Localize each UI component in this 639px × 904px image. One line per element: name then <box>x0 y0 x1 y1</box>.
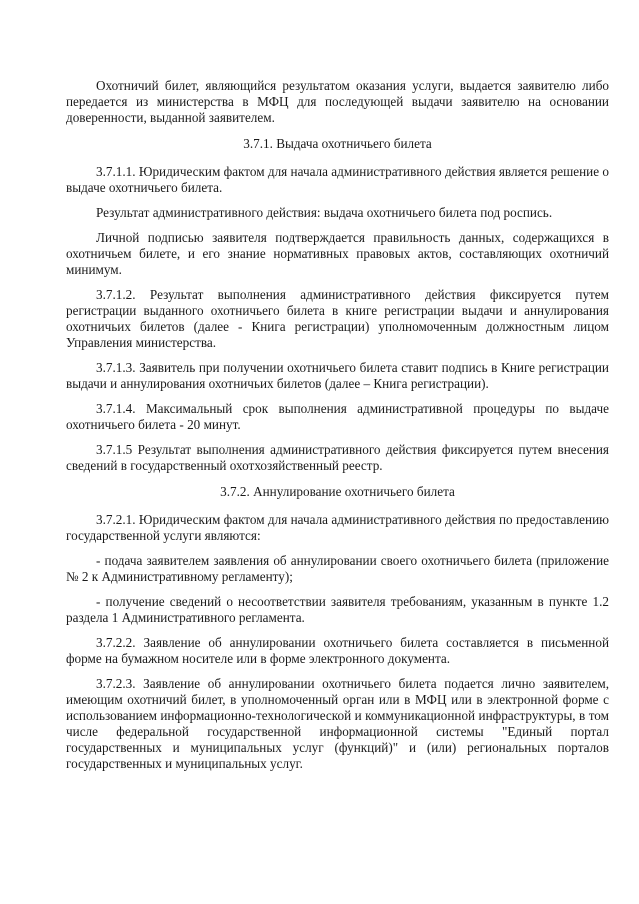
paragraph-3-7-2-2: 3.7.2.2. Заявление об аннулировании охотничьего билета составляется в письменной форме на бумажном носителе или в форме электронного документа. <box>66 635 609 666</box>
paragraph-3-7-2-3: 3.7.2.3. Заявление об аннулировании охотничьего билета подается лично заявителем, имеющим охотничий билет, в уполномоченный орган или в МФЦ или в электронной форме с использованием информационно-технологической и коммуникационной инфраструктуры, в том числе федеральной государственной информационной системы "Единый портал государственных и муниципальных услуг (функций)" и (или) региональных порталов государственных и муниципальных услуг. <box>66 676 609 771</box>
paragraph-result: Результат административного действия: выдача охотничьего билета под роспись. <box>96 205 553 220</box>
paragraph-intro: Охотничий билет, являющийся результатом оказания услуги, выдается заявителю либо передается из министерства в МФЦ для последующей выдачи заявителю на основании доверенности, выданной заявителем. <box>66 78 609 125</box>
paragraph-3-7-2-1: 3.7.2.1. Юридическим фактом для начала административного действия по предоставлению государственной услуги являются: <box>66 512 609 543</box>
paragraph-signature: Личной подписью заявителя подтверждается правильность данных, содержащихся в охотничьем билете, и его знание нормативных правовых актов, составляющих охотничий минимум. <box>66 230 609 277</box>
paragraph-3-7-1-3: 3.7.1.3. Заявитель при получении охотничьего билета ставит подпись в Книге регистрации выдачи и аннулирования охотничьих билетов (далее – Книга регистрации). <box>66 360 609 391</box>
section-heading-3-7-1: 3.7.1. Выдача охотничьего билета <box>243 136 432 151</box>
document-page <box>66 78 609 781</box>
paragraph-3-7-1-5: 3.7.1.5 Результат выполнения административного действия фиксируется путем внесения сведений в государственный охотхозяйственный реестр. <box>66 442 609 473</box>
paragraph-3-7-1-1: 3.7.1.1. Юридическим фактом для начала административного действия является решение о выдаче охотничьего билета. <box>66 164 609 195</box>
paragraph-3-7-1-4: 3.7.1.4. Максимальный срок выполнения административной процедуры по выдаче охотничьего билета - 20 минут. <box>66 401 609 432</box>
paragraph-3-7-1-2: 3.7.1.2. Результат выполнения административного действия фиксируется путем регистрации выданного охотничьего билета в книге регистрации выдачи и аннулирования охотничьих билетов (далее - Книга регистрации) уполномоченным должностным лицом Управления министерства. <box>66 287 609 350</box>
list-item-application: - подача заявителем заявления об аннулировании своего охотничьего билета (приложение № 2 к Административному регламенту); <box>66 553 609 584</box>
section-heading-3-7-2: 3.7.2. Аннулирование охотничьего билета <box>220 484 455 499</box>
list-item-mismatch: - получение сведений о несоответствии заявителя требованиям, указанным в пункте 1.2 раздела 1 Административного регламента. <box>66 594 609 625</box>
